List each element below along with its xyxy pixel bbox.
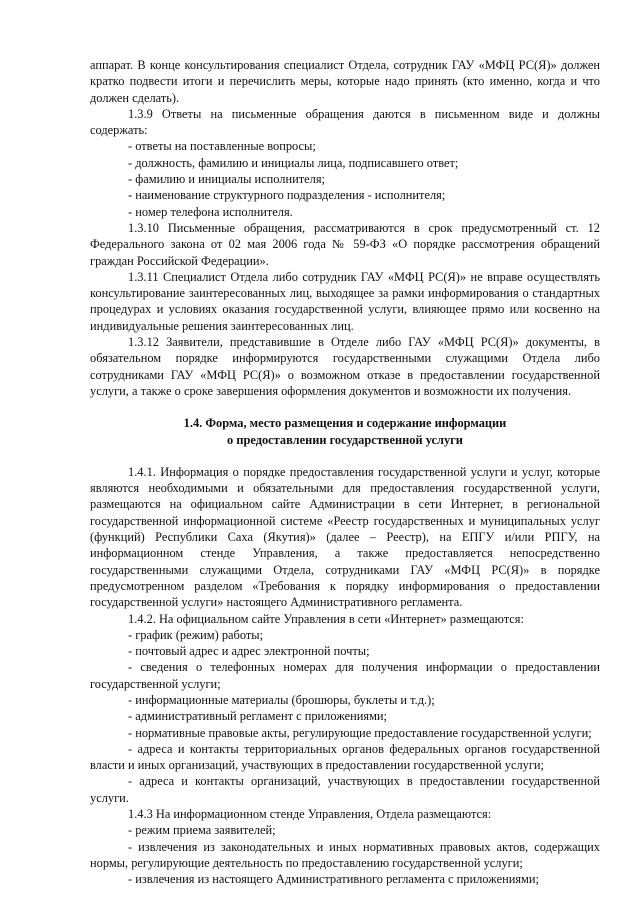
list-item: - фамилию и инициалы исполнителя; — [128, 172, 325, 187]
list-item: - административный регламент с приложениями; — [128, 709, 387, 724]
paragraph-1-3-9: 1.3.9 Ответы на письменные обращения даются в письменном виде и должны содержать: — [90, 106, 600, 138]
list-item: - наименование структурного подразделения - исполнителя; — [128, 188, 446, 203]
list-item: - почтовый адрес и адрес электронной почты; — [128, 644, 370, 659]
list-item: - график (режим) работы; — [128, 627, 264, 642]
paragraph-1-3-12: 1.3.12 Заявители, представившие в Отделе либо ГАУ «МФЦ РС(Я)» документы, в обязательном порядке информируются государственными служащими Отдела либо сотрудниками ГАУ «МФЦ РС(Я)» о возможном отказе в предоставлении государственной услуги, а также о сроке завершения оформления документов и возможности их получения. — [90, 335, 600, 398]
list-item: - адреса и контакты организаций, участвующих в предоставлении государственной услуги. — [90, 774, 600, 805]
list-item: - извлечения из настоящего Административного регламента с приложениями; — [128, 872, 539, 887]
paragraph-1-4-1: 1.4.1. Информация о порядке предоставления государственной услуги и услуг, которые являются необходимыми и обязательными для предоставления государственной услуги, размещаются на официальном сайте Администрации в сети Интернет, в региональной государственной информационной системе «Реестр государственных и муниципальных услуг (функций) Республики Саха (Якутия)» (далее – Реестр), на ЕПГУ и/или РПГУ, на информационном стенде Управления, а также предоставляется непосредственно государственными служащими Отдела, сотрудниками ГАУ «МФЦ РС(Я)» в порядке предусмотренном разделом «Требования к порядку информирования о предоставлении государственной услуги» настоящего Административного регламента. — [90, 464, 600, 610]
paragraph-continuation: аппарат. В конце консультирования специалист Отдела, сотрудник ГАУ «МФЦ РС(Я)» должен кратко подвести итоги и перечислить меры, которые надо принять (кто именно, когда и что должен сделать). — [90, 58, 600, 105]
list-item: - режим приема заявителей; — [128, 823, 276, 838]
heading-line-2: о предоставлении государственной услуги — [227, 432, 463, 447]
list-item: - адреса и контакты территориальных органов федеральных органов государственной власти и иных организаций, участвующих в предоставлении государственной услуги; — [90, 741, 600, 773]
list-item: - должность, фамилию и инициалы лица, подписавшего ответ; — [128, 155, 459, 170]
list-1-4-2 — [90, 627, 600, 806]
section-heading-1-4 — [90, 415, 600, 448]
heading-line-1: 1.4. Форма, место размещения и содержание информации — [183, 416, 507, 431]
list-item: - информационные материалы (брошюры, буклеты и т.д.); — [128, 692, 435, 707]
paragraph-1-4-3: 1.4.3 На информационном стенде Управления, Отдела размещаются: — [128, 807, 492, 822]
list-1-3-9 — [90, 138, 600, 219]
list-item: - номер телефона исполнителя. — [128, 204, 293, 219]
list-item: - сведения о телефонных номерах для получения информации о предоставлении государственной услуги; — [90, 660, 600, 691]
paragraph-1-3-11: 1.3.11 Специалист Отдела либо сотрудник ГАУ «МФЦ РС(Я)» не вправе осуществлять консультирование заинтересованных лиц, выходящее за рамки информирования о стандартных процедурах и условиях оказания государственной услуги, влияющее прямо или косвенно на индивидуальные решения заинтересованных лиц. — [90, 269, 600, 333]
paragraph-1-4-2: 1.4.2. На официальном сайте Управления в сети «Интернет» размещаются: — [128, 611, 524, 626]
list-1-4-3 — [90, 822, 600, 887]
list-item: - извлечения из законодательных и иных нормативных правовых актов, содержащих нормы, регулирующие деятельность по предоставлению государственной услуги; — [90, 839, 600, 870]
list-item: - нормативные правовые акты, регулирующие предоставление государственной услуги; — [128, 725, 592, 740]
list-item: - ответы на поставленные вопросы; — [128, 139, 316, 154]
paragraph-1-3-10: 1.3.10 Письменные обращения, рассматриваются в срок предусмотренный ст. 12 Федерального закона от 02 мая 2006 года № 59-ФЗ «О порядке рассмотрения обращений граждан Российской Федерации». — [90, 220, 600, 268]
